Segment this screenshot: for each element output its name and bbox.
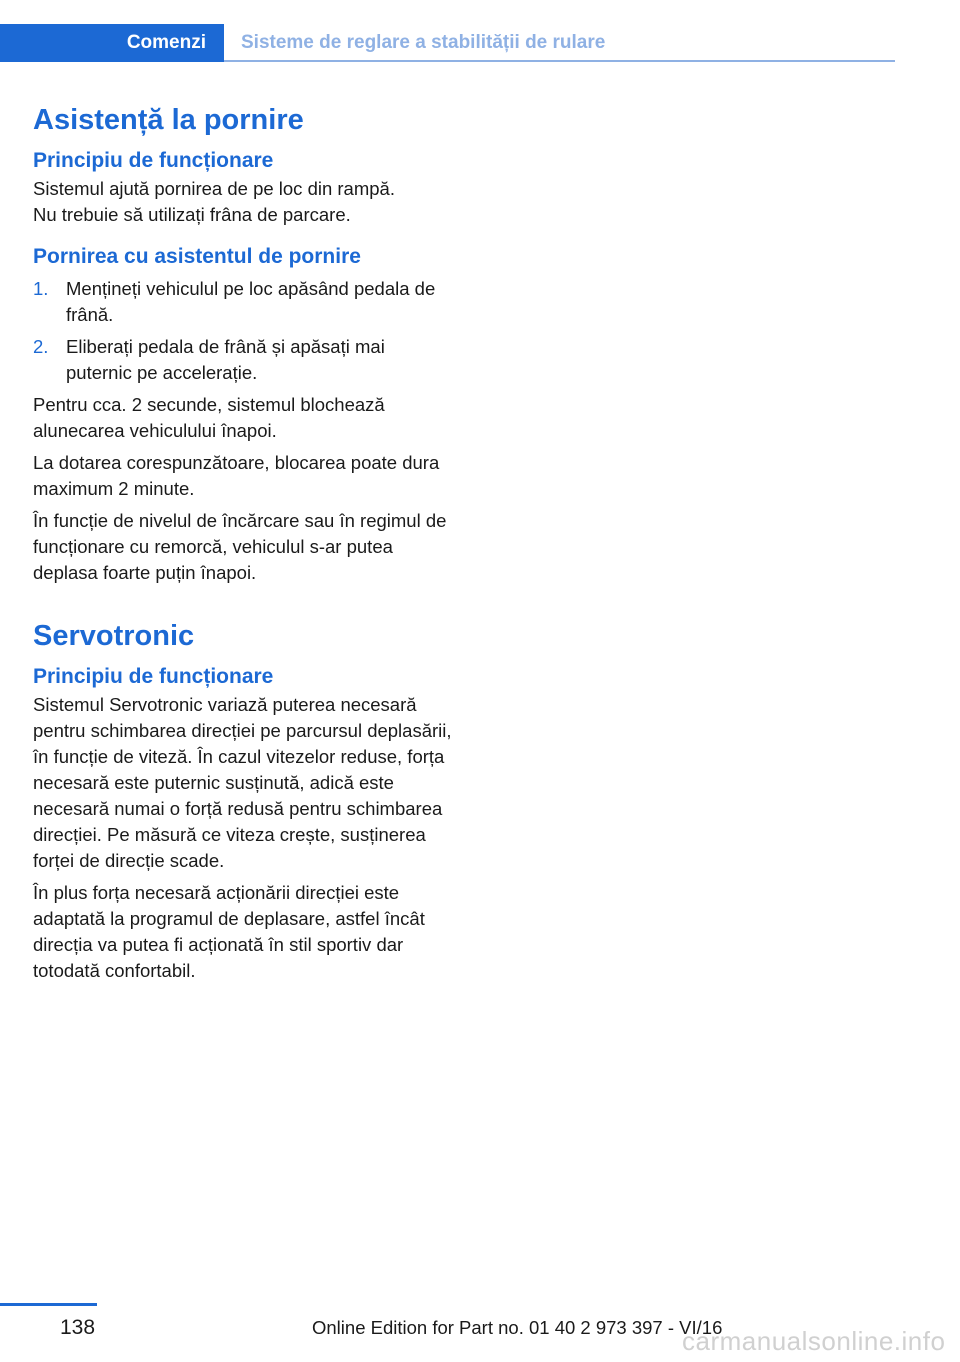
paragraph: Pentru cca. 2 secunde, sistemul blochează alunecarea vehiculului înapoi.: [33, 394, 385, 441]
subheading-operating-principle: Principiu de funcționare: [33, 149, 274, 172]
step-text: Mențineți vehiculul pe loc apăsând pedala de frână.: [66, 278, 436, 325]
subheading-operating-principle: Principiu de funcționare: [33, 665, 274, 688]
subheading-starting-with-assist: Pornirea cu asistentul de pornire: [33, 245, 361, 268]
list-item: [33, 276, 453, 328]
step-text: Eliberați pedala de frână și apăsați mai puternic pe accelerație.: [66, 336, 385, 383]
chapter-tab-label: Comenzi: [126, 32, 206, 53]
footer-divider: [0, 1303, 97, 1306]
paragraph: Sistemul ajută pornirea de pe loc din rampă.: [33, 178, 395, 199]
paragraph: În plus forța necesară acționării direcției este adaptată la programul de deplasare, astfel încât direcția va putea fi acționată în stil sportiv dar totodată confortabil.: [33, 882, 425, 981]
list-item: [33, 334, 453, 386]
paragraph: În funcție de nivelul de încărcare sau în regimul de funcționare cu remorcă, vehiculul s-ar putea deplasa foarte puțin înapoi.: [33, 510, 447, 583]
section-heading-servotronic: Servotronic: [33, 620, 195, 652]
section-title[interactable]: Sisteme de reglare a stabilității de rulare: [241, 32, 606, 53]
main-content: [33, 100, 453, 984]
page-header: [0, 0, 895, 62]
step-number: 2.: [33, 336, 49, 357]
step-number: 1.: [33, 278, 49, 299]
edition-info: Online Edition for Part no. 01 40 2 973 397 - VI/16: [312, 1317, 723, 1338]
chapter-tab[interactable]: [0, 24, 224, 62]
page-number: 138: [60, 1316, 96, 1339]
paragraph: La dotarea corespunzătoare, blocarea poate dura maximum 2 minute.: [33, 452, 440, 499]
paragraph: Sistemul Servotronic variază puterea necesară pentru schimbarea direcției pe parcursul deplasării, în funcție de viteză. În cazul vitezelor reduse, forța necesară este puternic susținută, adică este necesară numai o forță redusă pentru schimbarea direcției. Pe măsură ce viteza crește, susținerea forței de direcție scade.: [33, 694, 452, 871]
section-heading-hill-start: Asistență la pornire: [33, 104, 304, 136]
steps-list: [33, 276, 453, 386]
watermark: carmanualsonline.info: [682, 1326, 946, 1356]
paragraph: Nu trebuie să utilizați frâna de parcare.: [33, 204, 351, 225]
header-divider: [224, 60, 895, 62]
